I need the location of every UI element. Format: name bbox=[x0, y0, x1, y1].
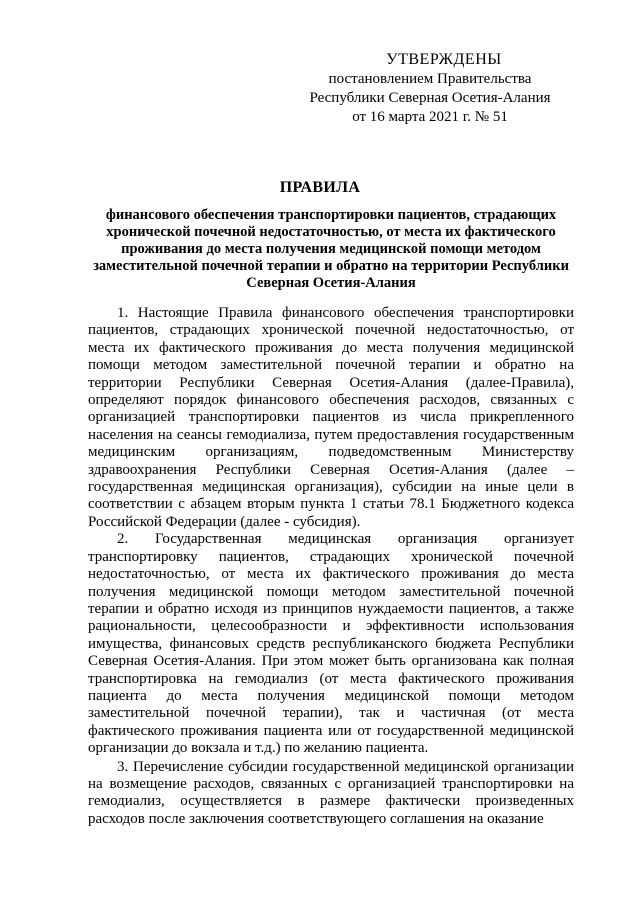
paragraph-2: 2. Государственная медицинская организация организует транспортировку пациентов, страдающих хронической почечной недостаточностью, от места их фактического проживания до места получения медицинской помощи методом заместительной почечной терапии и обратно исходя из принципов нуждаемости пациентов, а также рациональности, целесообразности и эффективности использования имущества, финансовых средств республиканского бюджета Республики Северная Осетия-Алания. При этом может быть организована как полная транспортировка на гемодиализ (от места фактического проживания пациента до места получения медицинской помощи методом заместительной почечной терапии), так и частичная (от места фактического проживания пациента или от государственной медицинской организации до вокзала и т.д.) по желанию пациента. bbox=[88, 531, 574, 757]
paragraph-3: 3. Перечисление субсидии государственной медицинской организации на возмещение расходов, связанных с организацией транспортировки на гемодиализ, осуществляется в размере фактически произведенных расходов после заключения соответствующего соглашения на оказание bbox=[88, 758, 574, 827]
approval-line-1: постановлением Правительства bbox=[328, 71, 532, 87]
paragraph-1: 1. Настоящие Правила финансового обеспечения транспортировки пациентов, страдающих хронической почечной недостаточностью, от места их фактического проживания до места получения медицинской помощи методом заместительной почечной терапии и обратно на территории Республики Северная Осетия-Алания (далее-Правила), определяют порядок финансового обеспечения расходов, связанных с организацией транспортировки пациентов из числа прикрепленного населения на сеансы гемодиализа, путем предоставления государственным медицинским организациям, подведомственным Министерству здравоохранения Республики Северная Осетия-Алания (далее – государственная медицинская организация), субсидии на иные цели в соответствии с абзацем вторым пункта 1 статьи 78.1 Бюджетного кодекса Российской Федерации (далее - субсидия). bbox=[88, 305, 574, 530]
approval-stamp bbox=[290, 50, 570, 127]
approval-title: УТВЕРЖДЕНЫ bbox=[386, 51, 502, 68]
approval-line-3: от 16 марта 2021 г. № 51 bbox=[352, 109, 508, 125]
document-body bbox=[88, 305, 574, 828]
document-subtitle: финансового обеспечения транспортировки пациентов, страдающих хронической почечной недостаточностью, от места их фактического проживания до места получения медицинской помощи методом заместительной почечной терапии и обратно на территории Республики Северная Осетия-Алания bbox=[93, 207, 569, 291]
document-title: ПРАВИЛА bbox=[279, 179, 361, 196]
approval-line-2: Республики Северная Осетия-Алания bbox=[309, 90, 551, 106]
